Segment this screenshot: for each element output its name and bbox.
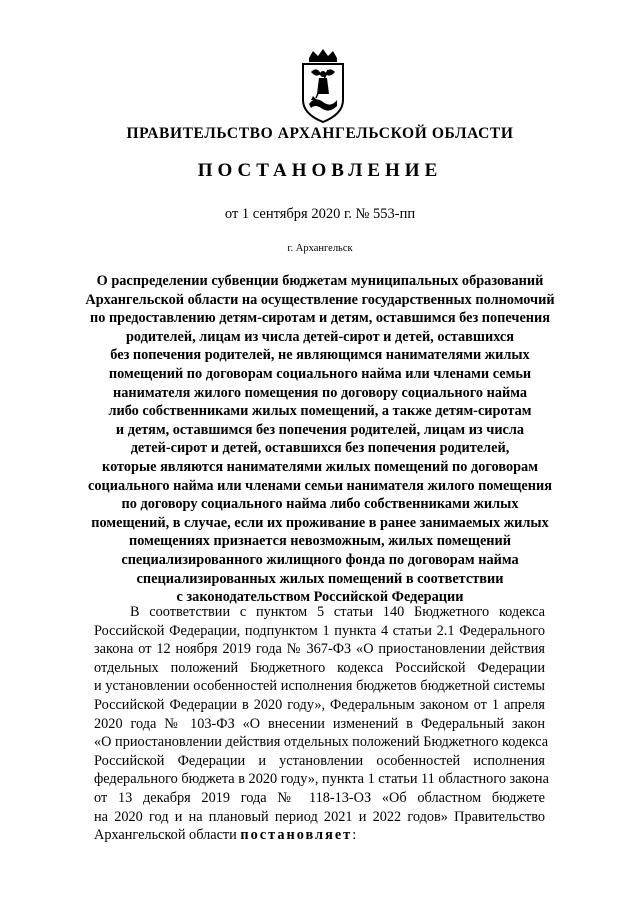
- body-line: от 13 декабря 2019 года № 118-13-ОЗ «Об областном бюджете: [94, 789, 545, 806]
- document-body-paragraph: [94, 603, 549, 845]
- title-line: социального найма или членами семьи нанимателя жилого помещения: [88, 477, 552, 494]
- body-line: Российской Федерации и установлении особенностей исполнения: [94, 752, 545, 769]
- title-line: О распределении субвенции бюджетам муниципальных образований: [96, 273, 544, 289]
- body-line: 2020 года № 103-ФЗ «О внесении изменений в Федеральный закон: [94, 715, 545, 732]
- body-line: отдельных положений Бюджетного кодекса Российской Федерации: [94, 659, 545, 676]
- body-line: и установлении особенностей исполнения бюджетов бюджетной системы: [94, 678, 545, 695]
- title-line: помещений, в случае, если их проживание в ранее занимаемых жилых: [91, 514, 549, 531]
- title-line: Архангельской области на осуществление государственных полномочий: [85, 291, 555, 308]
- body-final-prefix: Архангельской области: [94, 827, 241, 844]
- title-line: которые являются нанимателями жилых помещений по договорам: [102, 458, 538, 475]
- title-line: детей-сирот и детей, оставшихся без попечения родителей,: [130, 440, 510, 457]
- document-city: г. Архангельск: [287, 243, 353, 254]
- body-line: на 2020 год и на плановый период 2021 и 2022 годов» Правительство: [94, 808, 545, 825]
- body-line: «О приостановлении действия отдельных положений Бюджетного кодекса: [94, 734, 549, 751]
- document-type: ПОСТАНОВЛЕНИЕ: [197, 160, 443, 181]
- title-line: нанимателя жилого помещения по договору социального найма: [112, 384, 527, 401]
- body-final-suffix: :: [352, 827, 357, 844]
- title-line: либо собственниками жилых помещений, а также детям-сиротам: [108, 403, 532, 420]
- organization-name: ПРАВИТЕЛЬСТВО АРХАНГЕЛЬСКОЙ ОБЛАСТИ: [126, 125, 514, 142]
- body-line: Российской Федерации в 2020 году», Федеральным законом от 1 апреля: [94, 696, 545, 713]
- document-title: [80, 272, 560, 607]
- body-line: Российской Федерации, подпунктом 1 пункта 4 статьи 2.1 Федерального: [94, 622, 545, 639]
- archangel-coat-of-arms-icon: [299, 48, 347, 126]
- title-line: и детям, оставшимся без попечения родителей, лицам из числа: [115, 421, 525, 438]
- title-line: специализированных жилых помещений в соответствии: [136, 570, 504, 587]
- body-line: федерального бюджета в 2020 году», пункта 1 статьи 11 областного закона: [94, 771, 549, 788]
- coat-of-arms-emblem: [299, 48, 347, 126]
- document-date-number: от 1 сентября 2020 г. № 553-пп: [224, 206, 416, 222]
- title-line: помещений по договорам социального найма или членами семьи: [108, 365, 532, 382]
- resolution-word: постановляет: [240, 827, 353, 844]
- title-line: без попечения родителей, не являющимся нанимателями жилых: [110, 347, 530, 364]
- body-line: В соответствии с пунктом 5 статьи 140 Бюджетного кодекса: [130, 604, 545, 620]
- title-line: родителей, лицам из числа детей-сирот и детей, оставшихся: [125, 328, 515, 345]
- title-line: по договору социального найма либо собственниками жилых: [121, 496, 519, 513]
- body-line-final: [94, 826, 545, 845]
- title-line: по предоставлению детям-сиротам и детям, оставшимся без попечения: [89, 310, 550, 327]
- title-line: специализированного жилищного фонда по договорам найма: [121, 551, 519, 568]
- title-line: с законодательством Российской Федерации: [176, 589, 464, 606]
- body-line: закона от 12 ноября 2019 года № 367-ФЗ «О приостановлении действия: [94, 641, 545, 658]
- title-line: помещениях признается невозможным, жилых помещений: [128, 533, 512, 550]
